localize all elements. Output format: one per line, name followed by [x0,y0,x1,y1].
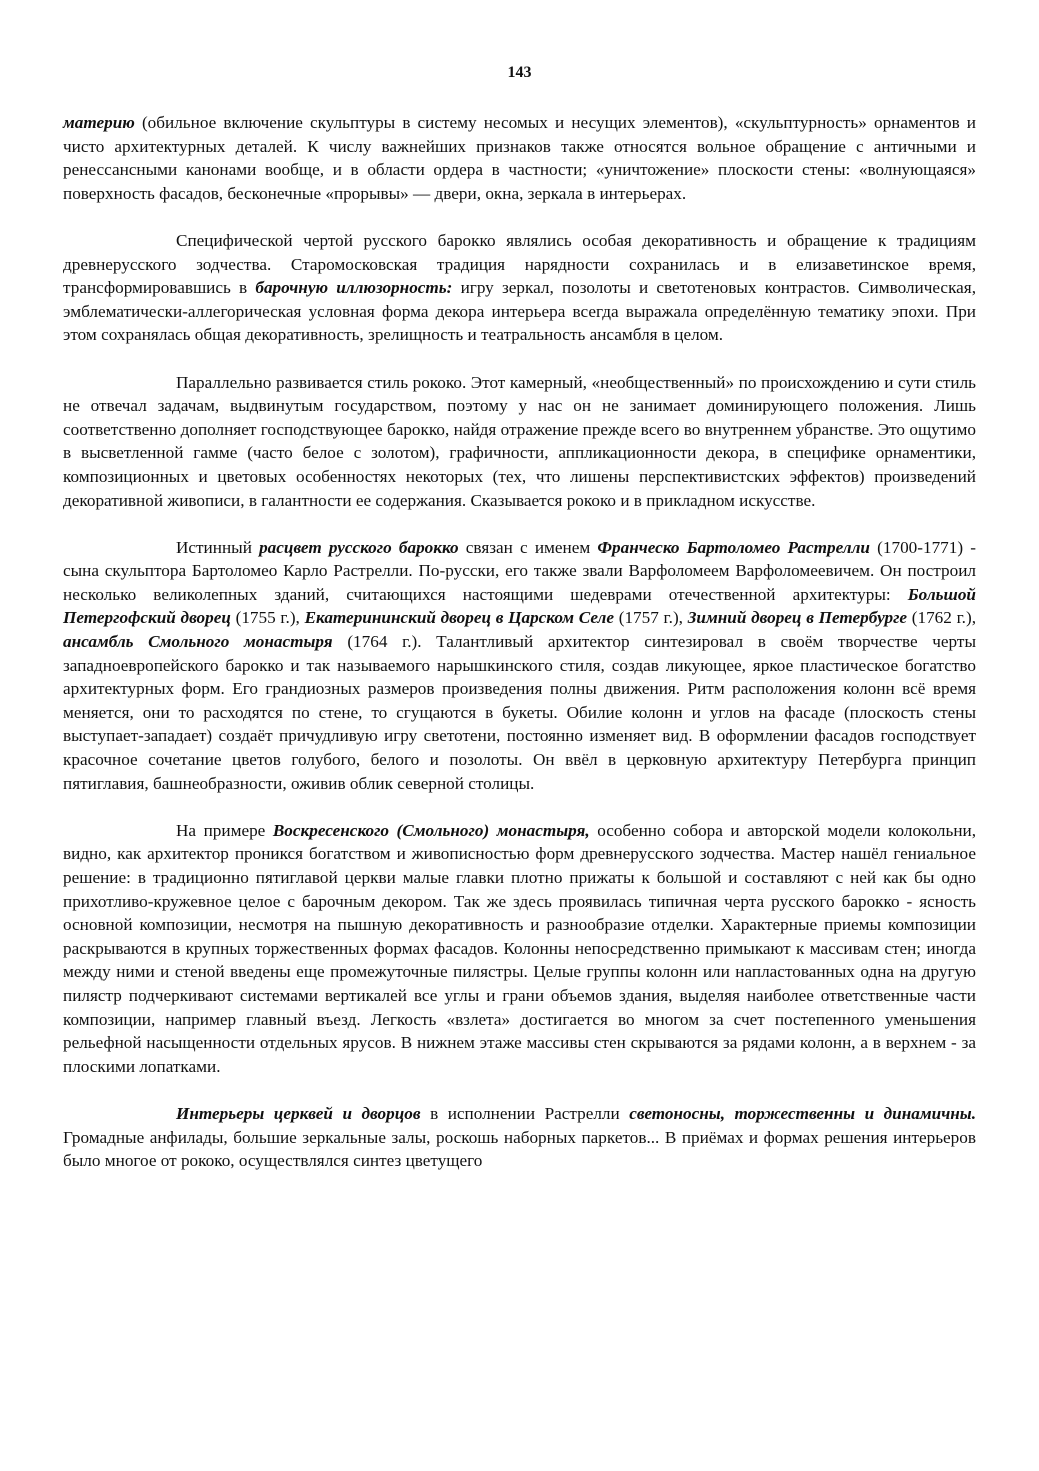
emphasis-text: барочную иллюзорность: [255,278,453,298]
emphasis-text: материю [63,113,135,132]
emphasis-text: светоносны, торжественны и динамичны. [629,1103,976,1123]
emphasis-text: Зимний дворец в Петербурге [687,608,908,628]
emphasis-text: Большой Петергофский дворец [63,584,976,628]
paragraph-gap [63,205,976,229]
text-run: Параллельно развивается стиль рококо. Этот камерный, «необщественный» по происхождению и сути стиль не отвечал задачам, выдвинутым государством, поэтому у нас он не занимает доминирующего положения. Лишь соответственно дополняет господствующее барокко, найдя отражение прежде всего во внутреннем убранстве. Это ощутимо в высветленной гамме (часто белое с золотом), графичности, аппликационности декора, в специфике орнаментики, композиционных и цветовых особенностях некоторых (тех, что лишены перспективистских эффектов) произведений декоративной живописи, в галантности ее содержания. Сказывается рококо и в прикладном искусстве. [63,372,976,510]
text-run: (1755 г.), [230,608,305,628]
text-run: в исполнении Растрелли [420,1103,630,1123]
emphasis-text: ансамбль Смольного монастыря [63,632,333,652]
text-run: (1764 г.). Талантливый архитектор синтезировал в своём творчестве черты западноевропейского барокко и так называемого нарышкинского стиля, создав ликующее, яркое пластическое богатство архитектурных форм. Его грандиозных размеров произведения полны движения. Ритм расположения колонн всё время меняется, они то расходятся по стене, то сгущаются в букеты. Обилие колонн и углов на фасаде (плоскость стены выступает-западает) создаёт причудливую игру светотени, постоянно изменяет вид. В оформлении фасадов господствует красочное сочетание цветов голубого, белого и позолоты. Он ввёл в церковную архитектуру Петербурга принцип пятиглавия, башнеобразности, оживив облик северной столицы. [63,632,976,793]
emphasis-text: Франческо Бартоломео Растрелли [597,537,870,557]
paragraph-gap [63,512,976,536]
emphasis-text: Воскресенского (Смольного) монастыря, [272,820,590,840]
text-run: На примере [176,820,273,840]
text-run: Громадные анфилады, большие зеркальные залы, роскошь наборных паркетов... В приёмах и формах решения интерьеров было многое от рококо, осуществлялся синтез цветущего [63,1127,976,1171]
text-run: (1700-1771) - сына скульптора Бартоломео Карло Растрелли. По-русски, его также звали Варфоломеем Варфоломеевичем. Он построил несколько великолепных зданий, считающихся настоящими шедеврами отечественной архитектуры: [63,537,976,604]
paragraph [63,111,976,205]
text-run: связан с именем [458,537,598,557]
text-run: (обильное включение скульптуры в систему несомых и несущих элементов), «скульптурность» орнаментов и чисто архитектурных деталей. К числу важнейших признаков также относятся вольное обращение с античными и ренессансными канонами вообще, и в области ордера в частности; «уничтожение» плоскости стены: «волнующаяся» поверхность фасадов, бесконечные «прорывы» — двери, окна, зеркала в интерьерах. [63,113,976,203]
text-run: особенно собора и авторской модели колокольни, видно, как архитектор проникся богатством и живописностью форм древнерусского зодчества. Мастер нашёл гениальное решение: в традиционно пятиглавой церкви малые главки плотно прижаты к большой и составляют с ней как бы одно прихотливо-кружевное целое с барочным декором. Так же здесь проявилась типичная черта русского барокко - ясность основной композиции, несмотря на пышную декоративность и разнообразие отделки. Характерные приемы композиции раскрываются в крупных торжественных формах фасадов. Колонны непосредственно примыкают к массивам стен; иногда между ними и стеной введены еще промежуточные пилястры. Целые группы колонн или напластованных одна на другую пилястр подчеркивают системами вертикалей все углы и грани объемов здания, выделяя наиболее ответственные части композиции, например главный въезд. Легкость «взлета» достигается во многом за счет постепенного уменьшения рельефной насыщенности отдельных ярусов. В нижнем этаже массивы стен скрываются за рядами колонн, а в верхнем - за плоскими лопатками. [63,820,977,1076]
emphasis-text: Интерьеры церквей и дворцов [176,1103,421,1123]
text-run: (1762 г.), [907,608,976,628]
paragraph [63,536,976,796]
page-number: 143 [507,64,532,81]
paragraph-gap [63,1078,976,1102]
text-run: Истинный [176,537,260,557]
text-run: Специфической чертой русского барокко являлись особая декоративность и обращение к традициям древнерусского зодчества. Старомосковская традиция нарядности сохранилась и в елизаветинское время, трансформировавшись в [63,230,976,298]
paragraph [63,819,976,1079]
paragraph [63,371,976,513]
paragraph [63,1102,976,1173]
emphasis-text: Екатерининский дворец в Царском Селе [304,608,615,628]
emphasis-text: расцвет русского барокко [259,537,459,557]
text-run: (1757 г.), [614,608,688,628]
paragraph [63,229,976,347]
paragraph-gap [63,795,976,819]
body-text [63,111,976,1173]
text-run: игру зеркал, позолоты и светотеновых контрастов. Символическая, эмблематически-аллегорическая условная форма декора интерьера всегда выражала определённую тематику эпохи. При этом сохранялась общая декоративность, зрелищность и театральность ансамбля в целом. [63,278,976,345]
paragraph-gap [63,347,976,371]
